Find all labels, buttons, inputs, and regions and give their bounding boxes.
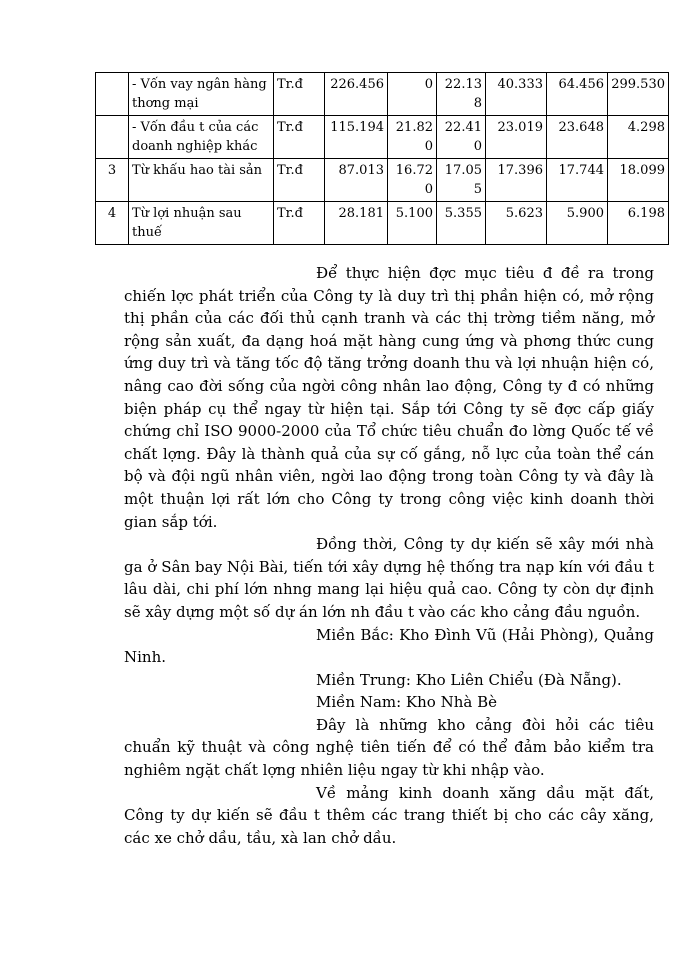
- row-value: 18.099: [608, 159, 669, 202]
- row-label: [129, 73, 274, 116]
- row-value: 115.194: [325, 116, 388, 159]
- row-value: 226.456: [325, 73, 388, 116]
- table-row: [96, 73, 669, 116]
- row-number: 3: [96, 159, 129, 202]
- row-value: 16.720: [388, 159, 437, 202]
- row-value: 299.530: [608, 73, 669, 116]
- row-label: [129, 116, 274, 159]
- row-value: 22.410: [437, 116, 486, 159]
- paragraph-south-depot: Miền Nam: Kho Nhà Bè: [316, 693, 497, 712]
- row-value: 23.648: [547, 116, 608, 159]
- table-body: [96, 73, 669, 245]
- row-value: 0: [388, 73, 437, 116]
- table-row: [96, 116, 669, 159]
- row-label-line: - Vốn vay ngân hàng: [132, 77, 267, 92]
- row-value: 28.181: [325, 202, 388, 245]
- paragraph-central-depot: Miền Trung: Kho Liên Chiểu (Đà Nẵng).: [316, 670, 622, 689]
- row-value: 5.900: [547, 202, 608, 245]
- row-unit: Tr.đ: [274, 116, 325, 159]
- row-value: 5.100: [388, 202, 437, 245]
- row-value: 23.019: [486, 116, 547, 159]
- table-row: [96, 202, 669, 245]
- row-label-line: thuế: [132, 225, 162, 240]
- paragraph-north-depot: Miền Bắc: Kho Đình Vũ (Hải Phòng), Quảng Ninh.: [124, 625, 654, 667]
- row-label-line: Từ lợi nhuận sau: [132, 206, 242, 221]
- row-number: 4: [96, 202, 129, 245]
- row-label-line: Từ khấu hao tài sản: [132, 163, 263, 178]
- table-row: [96, 159, 669, 202]
- row-value: 6.198: [608, 202, 669, 245]
- row-label: [129, 202, 274, 245]
- paragraph-noi-bai: Đồng thời, Công ty dự kiến sẽ xây mới nhà ga ở Sân bay Nội Bài, tiến tới xây dựng hệ thống tra nạp kín với đầu t lâu dài, chi phí lớn nhng mang lại hiệu quả cao. Công ty còn dự định sẽ xây dựng một số dự án lớn nh đầu t vào các kho cảng đầu nguồn.: [124, 535, 654, 621]
- capital-source-table: [95, 72, 669, 245]
- row-value: 17.744: [547, 159, 608, 202]
- row-value: 64.456: [547, 73, 608, 116]
- row-unit: Tr.đ: [274, 202, 325, 245]
- row-unit: Tr.đ: [274, 159, 325, 202]
- row-value: 87.013: [325, 159, 388, 202]
- row-value: 4.298: [608, 116, 669, 159]
- row-value: 40.333: [486, 73, 547, 116]
- row-label-line: thơng mại: [132, 96, 199, 111]
- paragraph-ground-business: Về mảng kinh doanh xăng dầu mặt đất, Công ty dự kiến sẽ đầu t thêm các trang thiết bị cho các cây xăng, các xe chở dầu, tầu, xà lan chở dầu.: [124, 783, 654, 847]
- row-unit: Tr.đ: [274, 73, 325, 116]
- paragraph-strategy: Để thực hiện đợc mục tiêu đ đề ra trong chiến lợc phát triển của Công ty là duy trì thị phần hiện có, mở rộng thị phần của các đối thủ cạnh tranh và các thị trờng tiềm năng, mở rộng sản xuất, đa dạng hoá mặt hàng cung ứng và phơng thức cung ứng duy trì và tăng tốc độ tăng trởng doanh thu và lợi nhuận hiện có, nâng cao đời sống của ngời công nhân lao động, Công ty đ có những biện pháp cụ thể ngay từ hiện tại. Sắp tới Công ty sẽ đợc cấp giấy chứng chỉ ISO 9000-2000 của Tổ chức tiêu chuẩn đo lờng Quốc tế về chất lợng. Đây là thành quả của sự cố gắng, nỗ lực của toàn thể cán bộ và đội ngũ nhân viên, ngời lao động trong toàn Công ty và đây là một thuận lợi rất lớn cho Công ty trong công việc kinh doanh thời gian sắp tới.: [124, 264, 654, 531]
- row-number: [96, 116, 129, 159]
- row-value: 21.820: [388, 116, 437, 159]
- row-label: [129, 159, 274, 202]
- row-label-line: doanh nghiệp khác: [132, 139, 258, 154]
- row-value: 17.396: [486, 159, 547, 202]
- document-body: [124, 262, 654, 849]
- row-label-line: - Vốn đầu t của các: [132, 120, 259, 135]
- row-value: 5.355: [437, 202, 486, 245]
- row-value: 17.055: [437, 159, 486, 202]
- row-number: [96, 73, 129, 116]
- row-value: 5.623: [486, 202, 547, 245]
- paragraph-standards: Đây là những kho cảng đòi hỏi các tiêu chuẩn kỹ thuật và công nghệ tiên tiến để có thể đảm bảo kiểm tra nghiêm ngặt chất lợng nhiên liệu ngay từ khi nhập vào.: [124, 715, 654, 780]
- row-value: 22.138: [437, 73, 486, 116]
